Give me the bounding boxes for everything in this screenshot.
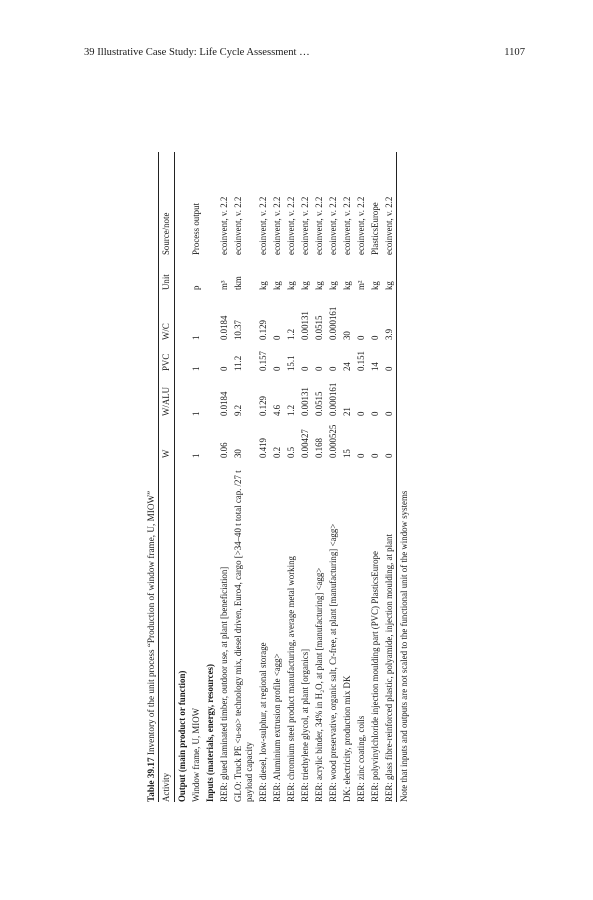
table-row [189, 152, 203, 802]
table-row [382, 152, 396, 802]
w-cell: 0.2 [272, 446, 282, 458]
source-cell: ecoinvent, v. 2.2 [342, 196, 352, 255]
unit-cell: m² [356, 280, 366, 290]
pvc-cell: 24 [342, 362, 352, 371]
w-cell: 15 [342, 449, 352, 458]
unit-cell: kg [258, 281, 268, 290]
pvc-cell: 0 [219, 366, 229, 371]
activity-cell: RER: glass fibre-reinforced plastic, polyamide, injection moulding, at plant [384, 534, 394, 802]
walu-cell: 0.000161 [328, 382, 338, 416]
activity-cell: RER: wood preservative, organic salt, Cr-free, at plant [manufacturing] <agg> [328, 523, 338, 802]
walu-cell: 0.129 [258, 396, 268, 416]
w-cell: 1 [191, 453, 201, 458]
activity-cell: RER: polyvinylchloride injection moulding part (PVC) PlasticsEurope [370, 551, 380, 802]
pvc-cell: 0.157 [258, 351, 268, 371]
walu-cell: 21 [342, 407, 352, 416]
pvc-cell: 0.151 [356, 351, 366, 371]
pvc-cell: 0 [272, 366, 282, 371]
w-cell: 0 [384, 453, 394, 458]
activity-cell: RER: Aluminium extrusion profile <agg> [272, 653, 282, 802]
pvc-cell: 0 [328, 366, 338, 371]
walu-cell: 0.00131 [300, 387, 310, 416]
w-cell: 0 [356, 453, 366, 458]
wc-cell: 0.000161 [328, 306, 338, 340]
unit-cell: kg [328, 281, 338, 290]
walu-cell: 0 [356, 411, 366, 416]
pvc-cell: 0 [300, 366, 310, 371]
wc-cell: 0.0184 [219, 315, 229, 340]
wc-cell: 3.9 [384, 328, 394, 340]
pvc-cell: 0 [314, 366, 324, 371]
walu-cell: 1 [191, 411, 201, 416]
wc-cell: 0 [370, 335, 380, 340]
w-cell: 0.06 [219, 442, 229, 458]
walu-cell: 0.0184 [219, 391, 229, 416]
rotated-table-block [140, 152, 446, 802]
w-cell: 0.00427 [300, 429, 310, 458]
running-head [84, 47, 525, 61]
activity-cell: RER: zinc coating, coils [356, 715, 366, 802]
w-cell: 0.5 [286, 446, 296, 458]
w-cell: 0.419 [258, 438, 268, 458]
table-row [217, 152, 231, 802]
table-header-row [158, 152, 175, 802]
table-row [326, 152, 340, 802]
activity-cell: GLO: Truck PE <u-so> technology mix, diesel driven, Euro4, cargo [>34–40 t total cap. /27 t payload capacity [233, 470, 254, 802]
activity-cell: RER: chromium steel product manufacturing, average metal working [286, 556, 296, 802]
table-note: Note that inputs and outputs are not scaled to the functional unit of the window systems [399, 490, 409, 802]
source-cell: ecoinvent, v. 2.2 [233, 196, 243, 255]
walu-cell: 0 [370, 411, 380, 416]
unit-cell: kg [272, 281, 282, 290]
inventory-table [158, 152, 411, 802]
table-note-row [396, 152, 411, 802]
unit-cell: tkm [233, 276, 243, 290]
w-cell: 0 [370, 453, 380, 458]
unit-cell: kg [300, 281, 310, 290]
unit-cell: m³ [219, 280, 229, 290]
wc-cell: 0.129 [258, 320, 268, 340]
table-row [312, 152, 326, 802]
table-row [256, 152, 270, 802]
table-row [354, 152, 368, 802]
header-walu: W/ALU [161, 386, 171, 416]
activity-cell: RER: triethylene glycol, at plant [organics] [300, 648, 310, 802]
table-row [284, 152, 298, 802]
table-caption-label: Table 39.17 [146, 757, 156, 802]
pvc-cell: 14 [370, 362, 380, 371]
table-caption [146, 491, 156, 802]
pvc-cell: 0 [384, 366, 394, 371]
table-row [340, 152, 354, 802]
output-rows [189, 152, 203, 802]
w-cell: 0.168 [314, 438, 324, 458]
table-row [270, 152, 284, 802]
wc-cell: 0.0515 [314, 315, 324, 340]
source-cell: ecoinvent, v. 2.2 [384, 196, 394, 255]
header-activity: Activity [161, 772, 171, 802]
wc-cell: 0 [356, 335, 366, 340]
header-unit: Unit [161, 274, 171, 290]
wc-cell: 30 [342, 331, 352, 340]
activity-cell: RER: acrylic binder, 34% in H₂O, at plant [manufacturing] <agg> [314, 567, 324, 802]
wc-cell: 0 [272, 335, 282, 340]
source-cell: ecoinvent, v. 2.2 [328, 196, 338, 255]
unit-cell: p [191, 285, 201, 290]
source-cell: ecoinvent, v. 2.2 [272, 196, 282, 255]
source-cell: ecoinvent, v. 2.2 [219, 196, 229, 255]
unit-cell: kg [314, 281, 324, 290]
wc-cell: 1.2 [286, 328, 296, 340]
source-cell: ecoinvent, v. 2.2 [286, 196, 296, 255]
activity-cell: RER: glued laminated timber, outdoor use, at plant [beneficiation] [219, 566, 229, 802]
source-cell: ecoinvent, v. 2.2 [258, 196, 268, 255]
header-wc: W/C [161, 323, 171, 340]
page-number: 1107 [504, 47, 525, 58]
unit-cell: kg [384, 281, 394, 290]
activity-cell: DK: electricity, production mix DK [342, 675, 352, 802]
walu-cell: 0.0515 [314, 391, 324, 416]
section-heading-inputs [203, 152, 217, 802]
section-heading-text: Inputs (materials, energy, resources) [205, 664, 215, 802]
unit-cell: kg [370, 281, 380, 290]
walu-cell: 9.2 [233, 404, 243, 416]
wc-cell: 10.37 [233, 320, 243, 340]
activity-cell: RER: diesel, low-sulphur, at regional storage [258, 642, 268, 802]
section-heading-text: Output (main product or function) [177, 670, 187, 802]
table-row [298, 152, 312, 802]
header-w: W [161, 449, 171, 458]
pvc-cell: 15.1 [286, 355, 296, 371]
source-cell: Process output [191, 202, 201, 255]
chapter-title: 39 Illustrative Case Study: Life Cycle Assessment … [84, 47, 310, 58]
section-heading-output [175, 152, 189, 802]
unit-cell: kg [286, 281, 296, 290]
unit-cell: kg [342, 281, 352, 290]
source-cell: ecoinvent, v. 2.2 [314, 196, 324, 255]
table-row [368, 152, 382, 802]
pvc-cell: 11.2 [233, 355, 243, 371]
source-cell: PlasticsEurope [370, 202, 380, 255]
header-pvc: PVC [161, 353, 171, 371]
walu-cell: 0 [384, 411, 394, 416]
pvc-cell: 1 [191, 366, 201, 371]
w-cell: 0.000525 [328, 424, 338, 458]
source-cell: ecoinvent, v. 2.2 [356, 196, 366, 255]
wc-cell: 0.00131 [300, 311, 310, 340]
table-caption-text: Inventory of the unit process “Production of window frame, U, MIOW” [146, 490, 156, 758]
wc-cell: 1 [191, 335, 201, 340]
input-rows [217, 152, 396, 802]
header-source: Source/note [161, 212, 171, 255]
walu-cell: 1.2 [286, 404, 296, 416]
activity-cell: Window frame, U, MIOW [191, 707, 201, 802]
table-row [231, 152, 256, 802]
w-cell: 30 [233, 449, 243, 458]
walu-cell: 4.6 [272, 404, 282, 416]
source-cell: ecoinvent, v. 2.2 [300, 196, 310, 255]
